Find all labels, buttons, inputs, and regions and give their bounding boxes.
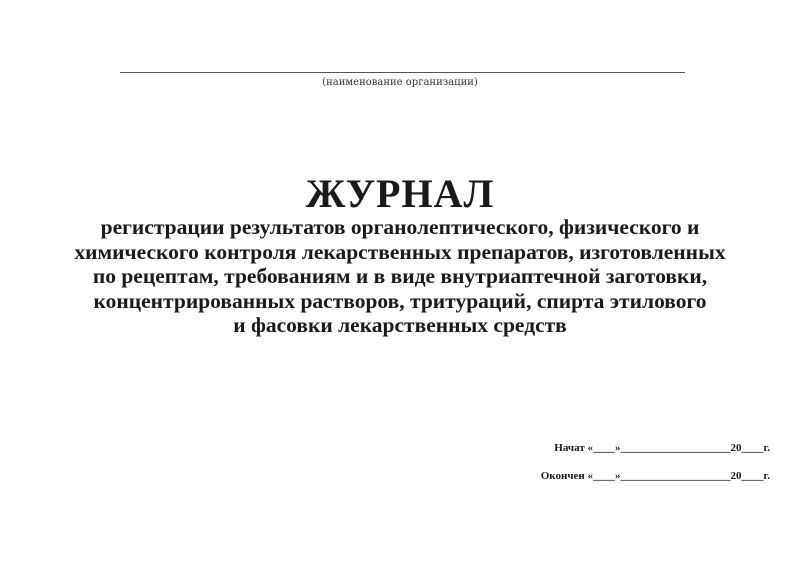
subtitle-line: концентрированных растворов, тритураций, спирта этилового — [93, 288, 707, 313]
organization-name-line — [120, 72, 685, 73]
document-title: ЖУРНАЛ — [305, 171, 495, 216]
subtitle-line: и фасовки лекарственных средств — [233, 313, 567, 338]
subtitle-line: химического контроля лекарственных препаратов, изготовленных — [74, 239, 726, 264]
start-date: Начат «____»____________________20____г. — [554, 442, 770, 454]
document-subtitle — [0, 215, 800, 338]
end-date: Окончен «____»____________________20____г. — [540, 470, 770, 482]
subtitle-line: регистрации результатов органолептического, физического и — [100, 215, 700, 239]
organization-caption: (наименование организации) — [322, 77, 478, 88]
subtitle-line: по рецептам, требованиям и в виде внутриаптечной заготовки, — [92, 264, 708, 289]
